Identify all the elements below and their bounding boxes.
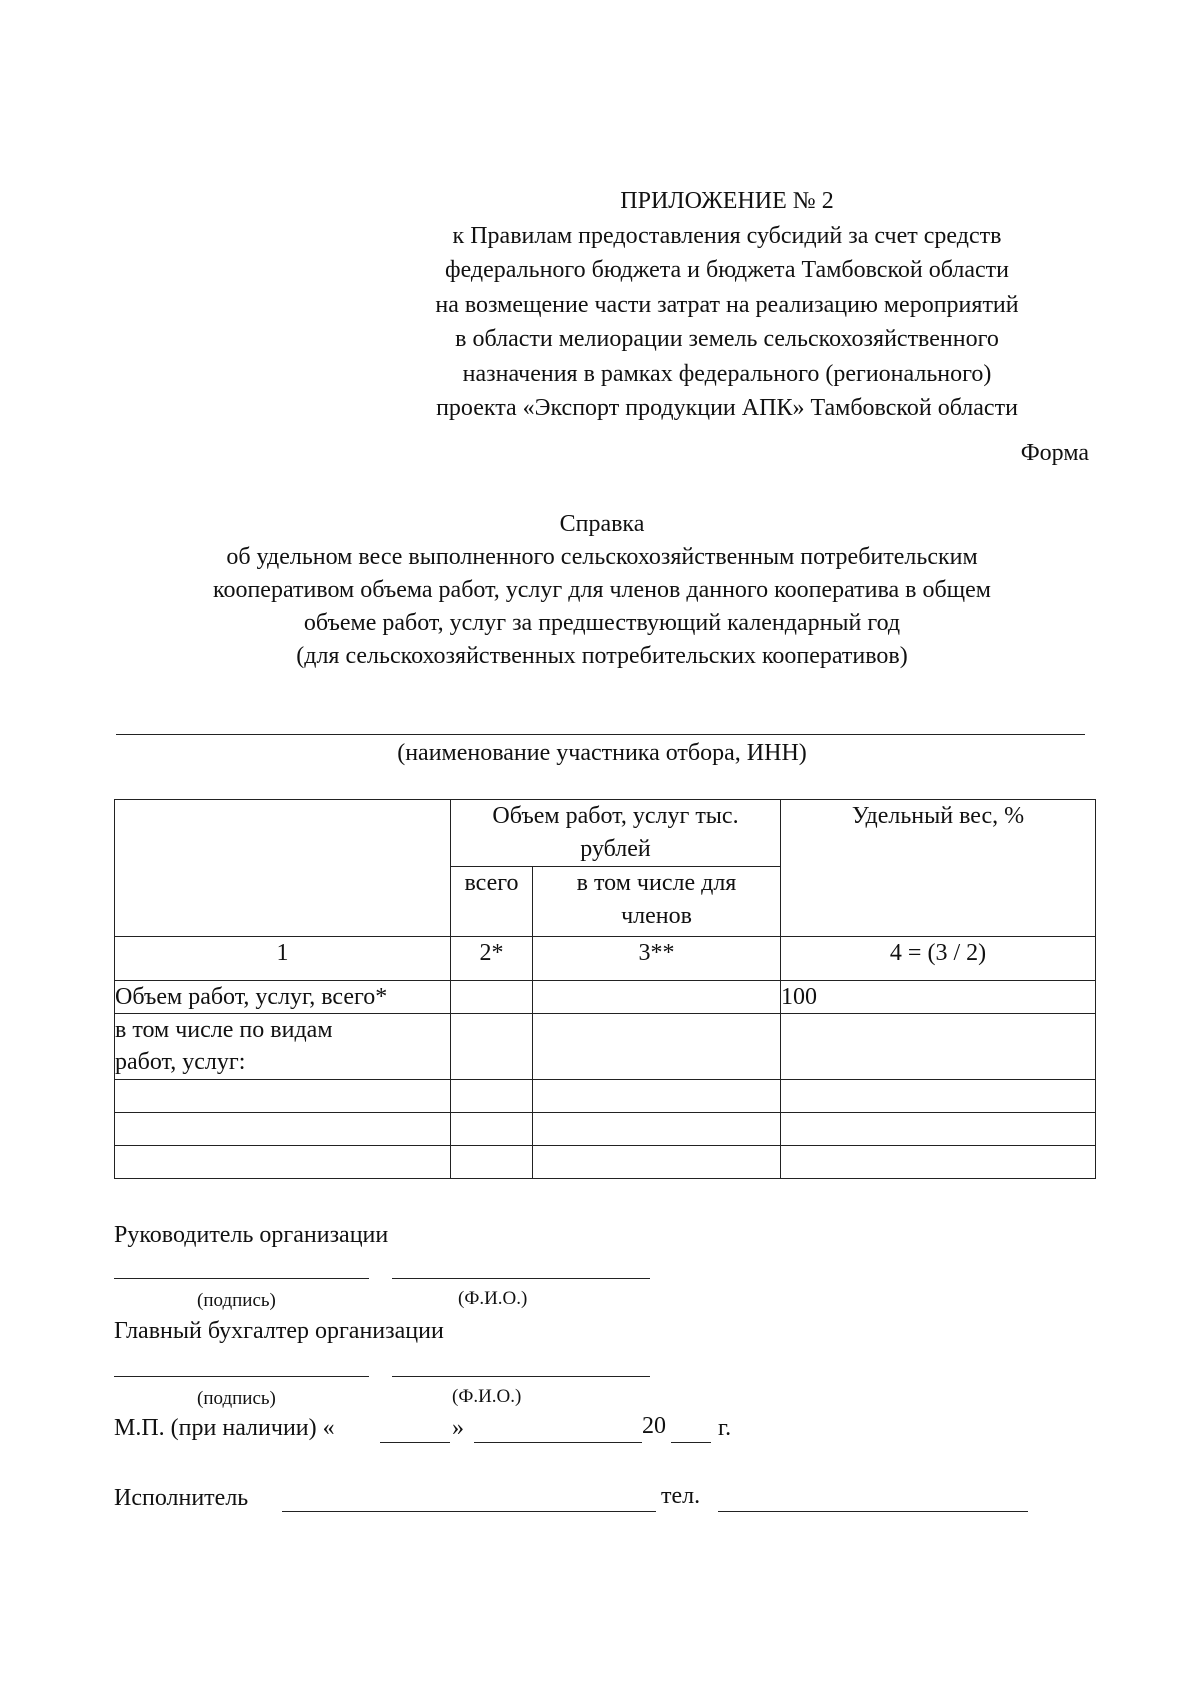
header-volume — [451, 800, 781, 867]
certificate-line: кооперативом объема работ, услуг для членов данного кооператива в общем — [213, 577, 991, 603]
head-signature-field[interactable] — [114, 1278, 369, 1279]
date-month-field[interactable] — [474, 1442, 642, 1443]
certificate-line: объеме работ, услуг за предшествующий календарный год — [303, 610, 901, 636]
table-cell[interactable] — [781, 1146, 1096, 1179]
table-cell[interactable] — [451, 1080, 533, 1113]
accountant-name-hint: (Ф.И.О.) — [452, 1386, 522, 1407]
header-volume-line: Объем работ, услуг тыс. — [492, 803, 739, 829]
appendix-header — [362, 184, 1092, 426]
accountant-signature-hint: (подпись) — [197, 1388, 276, 1409]
participant-name-field[interactable] — [116, 734, 1085, 735]
certificate-line: об удельном весе выполненного сельскохозяйственным потребительским — [226, 544, 978, 570]
appendix-line: в области мелиорации земель сельскохозяйственного — [455, 326, 999, 352]
stamp-quote-close: » — [452, 1415, 464, 1441]
header-empty-cell — [115, 800, 451, 937]
head-name-hint: (Ф.И.О.) — [458, 1288, 528, 1309]
column-number: 2* — [451, 937, 533, 981]
head-label: Руководитель организации — [114, 1222, 389, 1248]
row-label — [115, 1014, 451, 1080]
table-cell[interactable] — [533, 1014, 781, 1080]
appendix-line: к Правилам предоставления субсидий за счет средств — [452, 222, 1002, 249]
table-cell[interactable] — [533, 1113, 781, 1146]
table-cell[interactable] — [781, 1014, 1096, 1080]
year-suffix: г. — [718, 1415, 732, 1441]
certificate-heading — [110, 508, 1094, 673]
head-signature-hint: (подпись) — [197, 1290, 276, 1311]
column-number: 4 = (3 / 2) — [781, 937, 1096, 981]
column-number: 3** — [533, 937, 781, 981]
phone-field[interactable] — [718, 1511, 1028, 1512]
table-cell[interactable] — [451, 1113, 533, 1146]
row-label: Объем работ, услуг, всего* — [115, 981, 451, 1014]
volume-table — [114, 799, 1096, 1179]
table-cell[interactable] — [451, 1146, 533, 1179]
table-cell[interactable] — [781, 1113, 1096, 1146]
header-members-line: членов — [621, 903, 692, 929]
header-members-line: в том числе для — [576, 870, 737, 896]
header-total: всего — [451, 867, 533, 937]
table-cell[interactable] — [115, 1113, 451, 1146]
phone-label: тел. — [661, 1483, 701, 1509]
accountant-label: Главный бухгалтер организации — [114, 1318, 444, 1344]
head-name-field[interactable] — [392, 1278, 650, 1279]
accountant-signature-field[interactable] — [114, 1376, 369, 1377]
table-cell[interactable] — [781, 1080, 1096, 1113]
row-label-line: работ, услуг: — [115, 1049, 246, 1075]
appendix-line: проекта «Экспорт продукции АПК» Тамбовской области — [436, 395, 1018, 421]
table-cell[interactable] — [115, 1080, 451, 1113]
certificate-line: (для сельскохозяйственных потребительских кооперативов) — [296, 643, 908, 669]
header-volume-line: рублей — [580, 836, 651, 862]
executor-field[interactable] — [282, 1511, 656, 1512]
executor-label: Исполнитель — [114, 1485, 249, 1511]
header-members — [533, 867, 781, 937]
table-cell[interactable] — [533, 981, 781, 1014]
date-day-field[interactable] — [380, 1442, 450, 1443]
accountant-name-field[interactable] — [392, 1376, 650, 1377]
column-number: 1 — [115, 937, 451, 981]
table-cell[interactable] — [533, 1146, 781, 1179]
table-cell[interactable]: 100 — [781, 981, 1096, 1014]
row-label-line: в том числе по видам — [115, 1017, 333, 1043]
header-share: Удельный вес, % — [781, 800, 1096, 937]
table-cell[interactable] — [533, 1080, 781, 1113]
table-cell[interactable] — [451, 981, 533, 1014]
appendix-title: ПРИЛОЖЕНИЕ № 2 — [620, 188, 834, 214]
year-prefix: 20 — [642, 1413, 666, 1439]
date-year-field[interactable] — [671, 1442, 711, 1443]
appendix-line: федерального бюджета и бюджета Тамбовской области — [445, 257, 1009, 283]
certificate-title: Справка — [559, 511, 645, 537]
table-cell[interactable] — [115, 1146, 451, 1179]
appendix-line: на возмещение части затрат на реализацию мероприятий — [435, 291, 1019, 318]
appendix-line: назначения в рамках федерального (регионального) — [462, 360, 992, 387]
table-cell[interactable] — [451, 1014, 533, 1080]
form-label: Форма — [1020, 440, 1089, 466]
stamp-label: М.П. (при наличии) « — [114, 1415, 335, 1441]
participant-caption: (наименование участника отбора, ИНН) — [397, 740, 807, 766]
